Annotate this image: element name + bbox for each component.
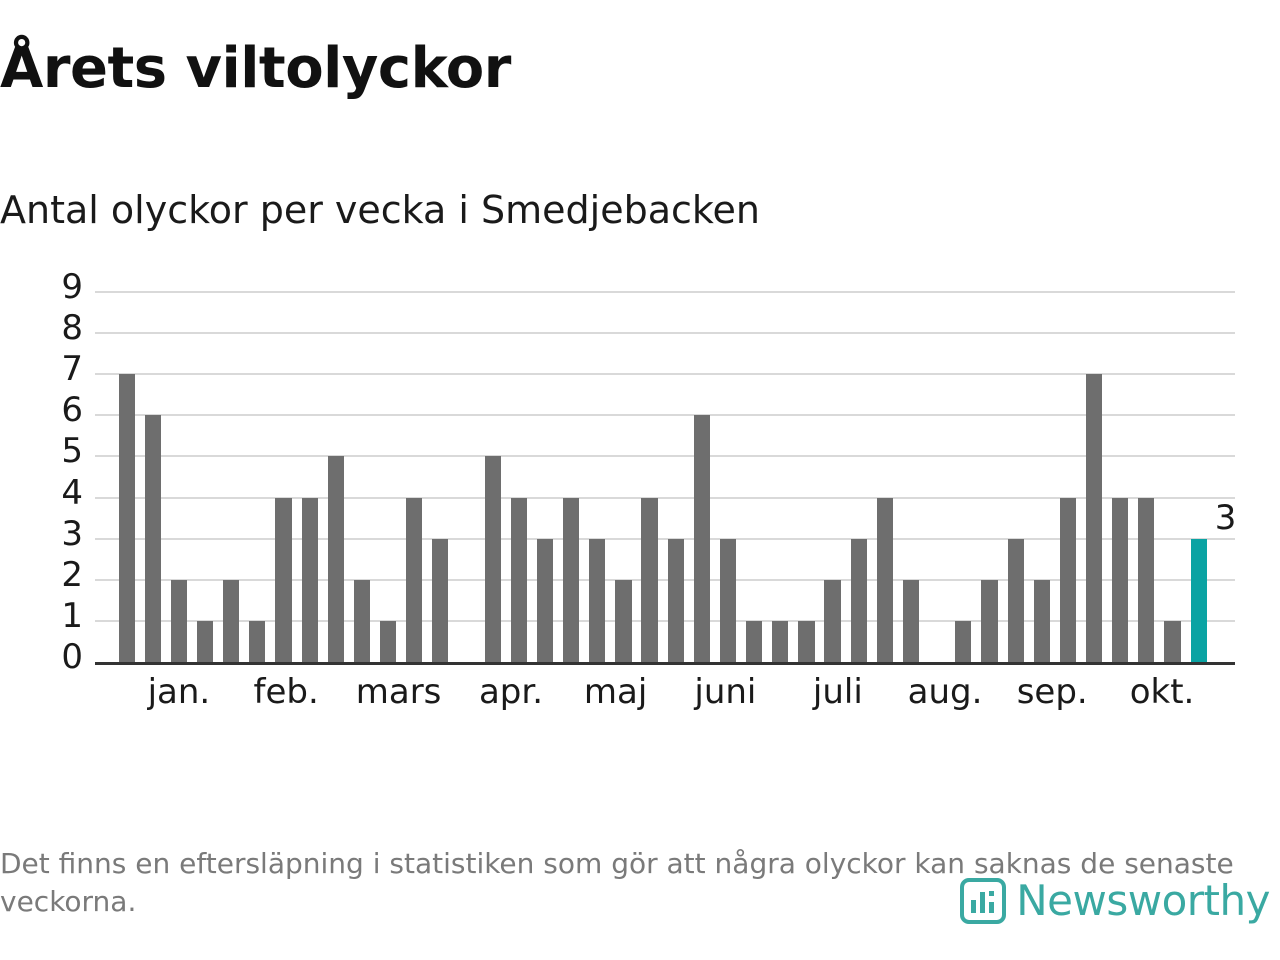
bar-chart-icon xyxy=(960,878,1006,924)
page-title: Årets viltolyckor xyxy=(0,36,511,101)
bar[interactable] xyxy=(772,621,788,662)
x-axis-tick-label: jan. xyxy=(147,672,211,712)
bar[interactable] xyxy=(145,415,161,662)
bar[interactable] xyxy=(851,539,867,662)
y-axis-tick-label: 6 xyxy=(61,390,83,431)
bar[interactable] xyxy=(668,539,684,662)
y-axis-tick-label: 8 xyxy=(61,308,83,349)
chart-subtitle: Antal olyckor per vecka i Smedjebacken xyxy=(0,188,760,232)
y-axis-tick-label: 3 xyxy=(61,513,83,554)
bar[interactable] xyxy=(119,374,135,662)
x-axis-tick-label: mars xyxy=(355,672,442,712)
bar[interactable] xyxy=(1191,539,1207,662)
bar[interactable] xyxy=(955,621,971,662)
bar[interactable] xyxy=(1060,498,1076,662)
bar[interactable] xyxy=(1034,580,1050,662)
bar[interactable] xyxy=(511,498,527,662)
x-axis-tick-label: okt. xyxy=(1129,672,1195,712)
bar[interactable] xyxy=(746,621,762,662)
bar[interactable] xyxy=(354,580,370,662)
x-axis-tick-label: aug. xyxy=(907,672,983,712)
bar[interactable] xyxy=(720,539,736,662)
footnote: Det finns en eftersläpning i statistiken som gör att några olyckor kan saknas de senaste veckorna. xyxy=(0,847,1234,918)
bar[interactable] xyxy=(432,539,448,662)
bar[interactable] xyxy=(824,580,840,662)
y-axis-tick-label: 0 xyxy=(61,637,83,677)
bar[interactable] xyxy=(694,415,710,662)
bar[interactable] xyxy=(537,539,553,662)
x-axis-tick-label: juli xyxy=(812,672,863,712)
bar[interactable] xyxy=(223,580,239,662)
x-axis-tick-label: maj xyxy=(583,672,648,712)
bar[interactable] xyxy=(380,621,396,662)
bar[interactable] xyxy=(1164,621,1180,662)
bar-chart xyxy=(0,267,1280,772)
bar[interactable] xyxy=(302,498,318,662)
x-axis-month-labels xyxy=(95,672,1235,732)
y-axis-tick-label: 1 xyxy=(61,595,83,636)
x-axis-tick-label: apr. xyxy=(478,672,544,712)
newsworthy-logo xyxy=(960,878,1270,924)
bar[interactable] xyxy=(1112,498,1128,662)
logo-text: Newsworthy xyxy=(1016,876,1270,925)
y-axis-tick-label: 4 xyxy=(61,472,83,513)
plot-area xyxy=(61,267,1237,677)
y-axis-tick-label: 5 xyxy=(61,431,83,472)
y-axis-tick-label: 7 xyxy=(61,349,83,390)
bars-group xyxy=(95,292,1235,662)
y-axis-tick-label: 2 xyxy=(61,554,83,595)
bar[interactable] xyxy=(981,580,997,662)
bar[interactable] xyxy=(589,539,605,662)
bar[interactable] xyxy=(641,498,657,662)
bar[interactable] xyxy=(406,498,422,662)
bar[interactable] xyxy=(1008,539,1024,662)
bar[interactable] xyxy=(485,456,501,662)
bar[interactable] xyxy=(615,580,631,662)
bar[interactable] xyxy=(197,621,213,662)
x-axis-tick-label: sep. xyxy=(1016,672,1088,712)
bar[interactable] xyxy=(249,621,265,662)
bar[interactable] xyxy=(798,621,814,662)
bar[interactable] xyxy=(563,498,579,662)
bar[interactable] xyxy=(328,456,344,662)
bar[interactable] xyxy=(1086,374,1102,662)
x-axis-tick-label: feb. xyxy=(253,672,319,712)
y-axis-tick-label: 9 xyxy=(61,267,83,307)
bar[interactable] xyxy=(171,580,187,662)
bar[interactable] xyxy=(903,580,919,662)
bar[interactable] xyxy=(1138,498,1154,662)
x-axis-tick-label: juni xyxy=(694,672,757,712)
bar[interactable] xyxy=(275,498,291,662)
bar-value-label: 3 xyxy=(1214,497,1237,538)
bar[interactable] xyxy=(877,498,893,662)
x-axis-line xyxy=(95,662,1235,665)
